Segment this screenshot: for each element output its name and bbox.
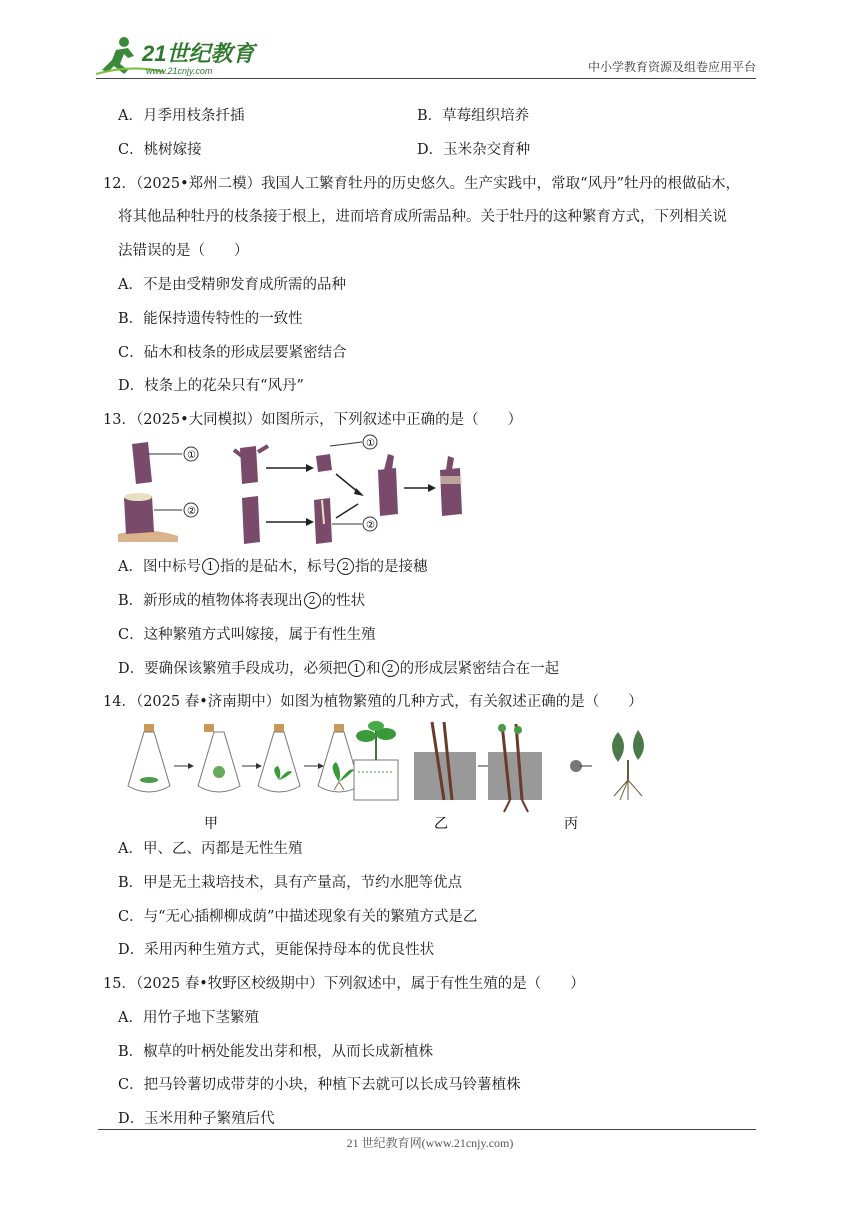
q12-stem-line2: 将其他品种牡丹的枝条接于根上，进而培育成所需品种。关于牡丹的这种繁育方式，下列相关说 [118, 209, 727, 225]
q13-grafting-figure [118, 434, 478, 548]
fig-label-1b: ① [366, 438, 375, 449]
stock-trunk [124, 496, 154, 534]
q15-option-d: D．玉米用种子繁殖后代 [118, 1111, 275, 1127]
footer-divider [98, 1129, 756, 1130]
q11-option-d: D．玉米杂交育种 [417, 142, 531, 158]
q12-option-d: D．枝条上的花朵只有“风丹” [118, 378, 304, 394]
flask-1-icon [128, 724, 170, 792]
logo-url: www.21cnjy.com [146, 66, 213, 76]
fig-label-jia: 甲 [204, 815, 218, 831]
q11-option-a: A．月季用枝条扦插 [118, 108, 245, 124]
flask-2-icon [198, 724, 240, 792]
q11-option-c: C．桃树嫁接 [118, 142, 202, 158]
q14-option-d: D．采用丙种生殖方式，更能保持母本的优良性状 [118, 942, 435, 958]
circled-number: 2 [382, 660, 399, 677]
cutting-pot-2-icon [488, 724, 542, 812]
potted-seedling-icon [354, 721, 398, 800]
circled-number: 1 [348, 660, 365, 677]
q15-option-b: B．椒草的叶柄处能发出芽和根，从而长成新植株 [118, 1044, 434, 1060]
q13-stem: 13．（2025•大同模拟）如图所示，下列叙述中正确的是（ ） [103, 412, 523, 428]
q12-option-a: A．不是由受精卵发育成所需的品种 [118, 277, 346, 293]
q13-option-b: B．新形成的植物体将表现出 2 的性状 [118, 593, 366, 609]
scion-branch [132, 442, 152, 484]
q11-option-b: B．草莓组织培养 [417, 108, 530, 124]
q14-stem: 14．（2025 春•济南期中）如图为植物繁殖的几种方式，有关叙述正确的是（ ） [103, 694, 643, 710]
q14-option-a: A．甲、乙、丙都是无性生殖 [118, 841, 303, 857]
runner-logo-icon [94, 34, 274, 78]
leaf-propagation-icon [570, 730, 644, 800]
site-logo [94, 34, 274, 78]
q15-option-c: C．把马铃薯切成带芽的小块，种植下去就可以长成马铃薯植株 [118, 1077, 521, 1093]
q15-stem: 15．（2025 春•牧野区校级期中）下列叙述中，属于有性生殖的是（ ） [103, 976, 585, 992]
q12-option-c: C．砧木和枝条的形成层要紧密结合 [118, 345, 347, 361]
footer-text: 21 世纪教育网(www.21cnjy.com) [346, 1136, 514, 1150]
q13-option-c: C．这种繁殖方式叫嫁接，属于有性生殖 [118, 627, 376, 643]
logo-text: 21世纪教育 [142, 41, 255, 66]
q13-option-d: D．要确保该繁殖手段成功，必须把 1 和 2 的形成层紧密结合在一起 [118, 661, 560, 677]
header-divider [96, 78, 756, 79]
q14-propagation-figure [118, 716, 698, 834]
q13-option-a: A．图中标号 1 指的是砧木，标号 2 指的是接穗 [118, 559, 428, 575]
circled-number: 2 [304, 592, 321, 609]
fig-label-2b: ② [366, 520, 375, 531]
q14-option-c: C．与“无心插柳柳成荫”中描述现象有关的繁殖方式是乙 [118, 909, 478, 925]
fig-label-2a: ② [187, 506, 196, 517]
circled-number: 2 [337, 558, 354, 575]
fig-label-1a: ① [187, 450, 196, 461]
q12-stem-line3: 法错误的是（ ） [118, 243, 249, 259]
fig-label-yi: 乙 [434, 815, 448, 831]
q12-stem-line1: 12．（2025•郑州二模）我国人工繁育牡丹的历史悠久。生产实践中，常取“风丹”牡丹的根做砧木， [103, 176, 740, 192]
fig-label-bing: 丙 [564, 815, 578, 831]
circled-number: 1 [202, 558, 219, 575]
q14-option-b: B．甲是无土栽培技术，具有产量高，节约水肥等优点 [118, 875, 463, 891]
q12-option-b: B．能保持遗传特性的一致性 [118, 311, 303, 327]
q15-option-a: A．用竹子地下茎繁殖 [118, 1010, 259, 1026]
platform-title: 中小学教育资源及组卷应用平台 [587, 60, 756, 74]
cutting-pot-1-icon [414, 722, 476, 800]
flask-3-icon [258, 724, 300, 792]
